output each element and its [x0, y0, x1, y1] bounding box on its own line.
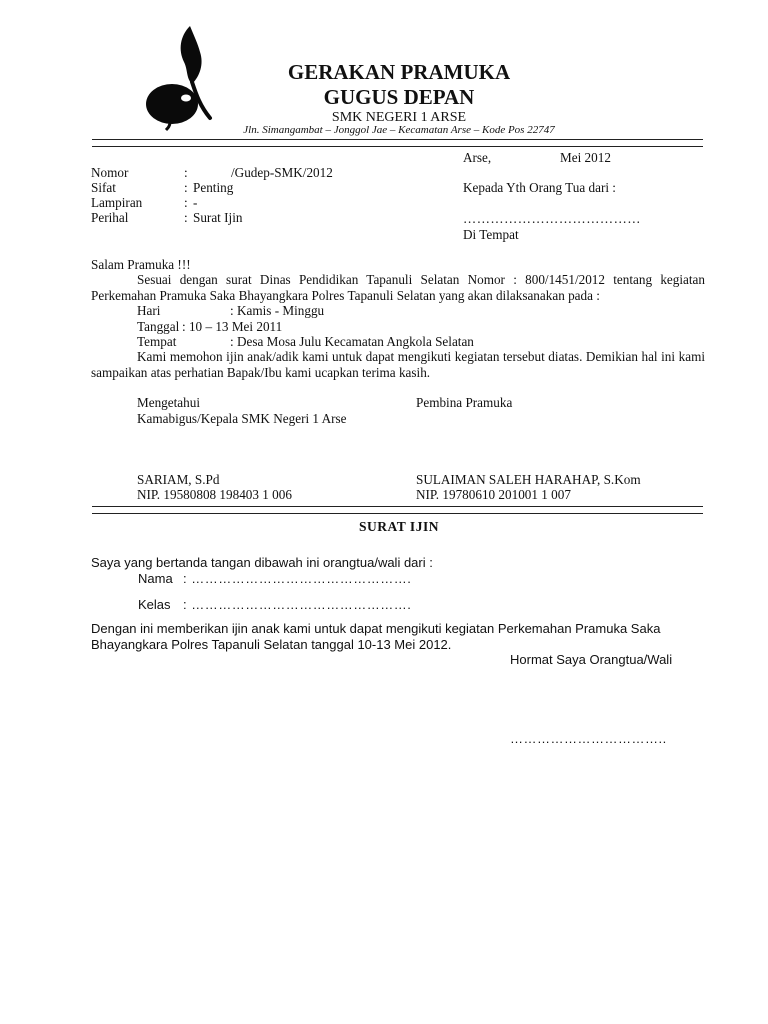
permit-statement: Dengan ini memberikan ijin anak kami untuk dapat mengikuti kegiatan Perkemahan Pramuka Saka Bhayangkara Polres Tapanuli Selatan tanggal 10-13 Mei 2012. [91, 621, 661, 652]
detail-label-tanggal: Tanggal [137, 319, 180, 334]
recipient-name-blank: ………………………………… [463, 211, 641, 226]
meta-label-perihal: Perihal [91, 210, 129, 225]
letter-date: Mei 2012 [560, 150, 611, 165]
sig-left-label: Mengetahui [137, 395, 200, 410]
body-paragraph-2: Kami memohon ijin anak/adik kami untuk dapat mengikuti kegiatan tersebut diatas. Demikian hal ini kami sampaikan atas perhatian Bapak/Ibu kami ucapkan terima kasih. [91, 349, 705, 380]
greeting: Salam Pramuka !!! [91, 257, 191, 272]
sig-left-position: Kamabigus/Kepala SMK Negeri 1 Arse [137, 411, 347, 426]
meta-sep-nomor: : [184, 165, 188, 180]
detail-value-hari: : Kamis - Minggu [230, 303, 325, 318]
detail-label-hari: Hari [137, 303, 161, 318]
sig-left-nip: NIP. 19580808 198403 1 006 [137, 487, 292, 502]
recipient-location: Di Tempat [463, 227, 519, 242]
meta-value-sifat: Penting [193, 180, 234, 195]
recipient-line: Kepada Yth Orang Tua dari : [463, 180, 616, 195]
detail-value-tanggal: : 10 – 13 Mei 2011 [182, 319, 283, 334]
permit-intro: Saya yang bertanda tangan dibawah ini orangtua/wali dari : [91, 555, 433, 570]
permit-closing: Hormat Saya Orangtua/Wali [510, 652, 673, 667]
org-subtitle: GUGUS DEPAN [323, 85, 475, 109]
meta-value-nomor: /Gudep-SMK/2012 [231, 165, 333, 180]
sig-right-name: SULAIMAN SALEH HARAHAP, S.Kom [416, 472, 641, 487]
school-address: Jln. Simangambat – Jonggol Jae – Kecamatan Arse – Kode Pos 22747 [243, 124, 555, 136]
meta-value-lampiran: - [193, 195, 198, 210]
permit-title: SURAT IJIN [359, 519, 439, 534]
meta-label-lampiran: Lampiran [91, 195, 143, 210]
meta-sep-sifat: : [184, 180, 188, 195]
meta-sep-lampiran: : [184, 195, 188, 210]
header-divider [92, 139, 703, 147]
detail-value-tempat: : Desa Mosa Julu Kecamatan Angkola Selatan [230, 334, 474, 349]
permit-class-field: : …………………………………………. [183, 597, 412, 612]
org-title: GERAKAN PRAMUKA [287, 60, 511, 84]
letter-place: Arse, [463, 150, 492, 165]
meta-value-perihal: Surat Ijin [193, 210, 243, 225]
meta-label-sifat: Sifat [91, 180, 116, 195]
school-name: SMK NEGERI 1 ARSE [331, 110, 467, 125]
meta-label-nomor: Nomor [91, 165, 129, 180]
permit-name-field: : …………………………………………. [183, 571, 412, 586]
sig-right-nip: NIP. 19780610 201001 1 007 [416, 487, 571, 502]
section-divider [92, 506, 703, 514]
sig-left-name: SARIAM, S.Pd [137, 472, 220, 487]
permit-class-label: Kelas [138, 597, 171, 612]
permit-name-label: Nama [138, 571, 173, 586]
body-paragraph-1: Sesuai dengan surat Dinas Pendidikan Tapanuli Selatan Nomor : 800/1451/2012 tentang kegiatan Perkemahan Pramuka Saka Bhayangkara Polres Tapanuli Selatan yang akan dilaksanakan pada : [91, 272, 705, 303]
permit-signature-line: …………………………….. [510, 731, 667, 746]
sig-right-label: Pembina Pramuka [416, 395, 513, 410]
meta-sep-perihal: : [184, 210, 188, 225]
detail-label-tempat: Tempat [137, 334, 177, 349]
